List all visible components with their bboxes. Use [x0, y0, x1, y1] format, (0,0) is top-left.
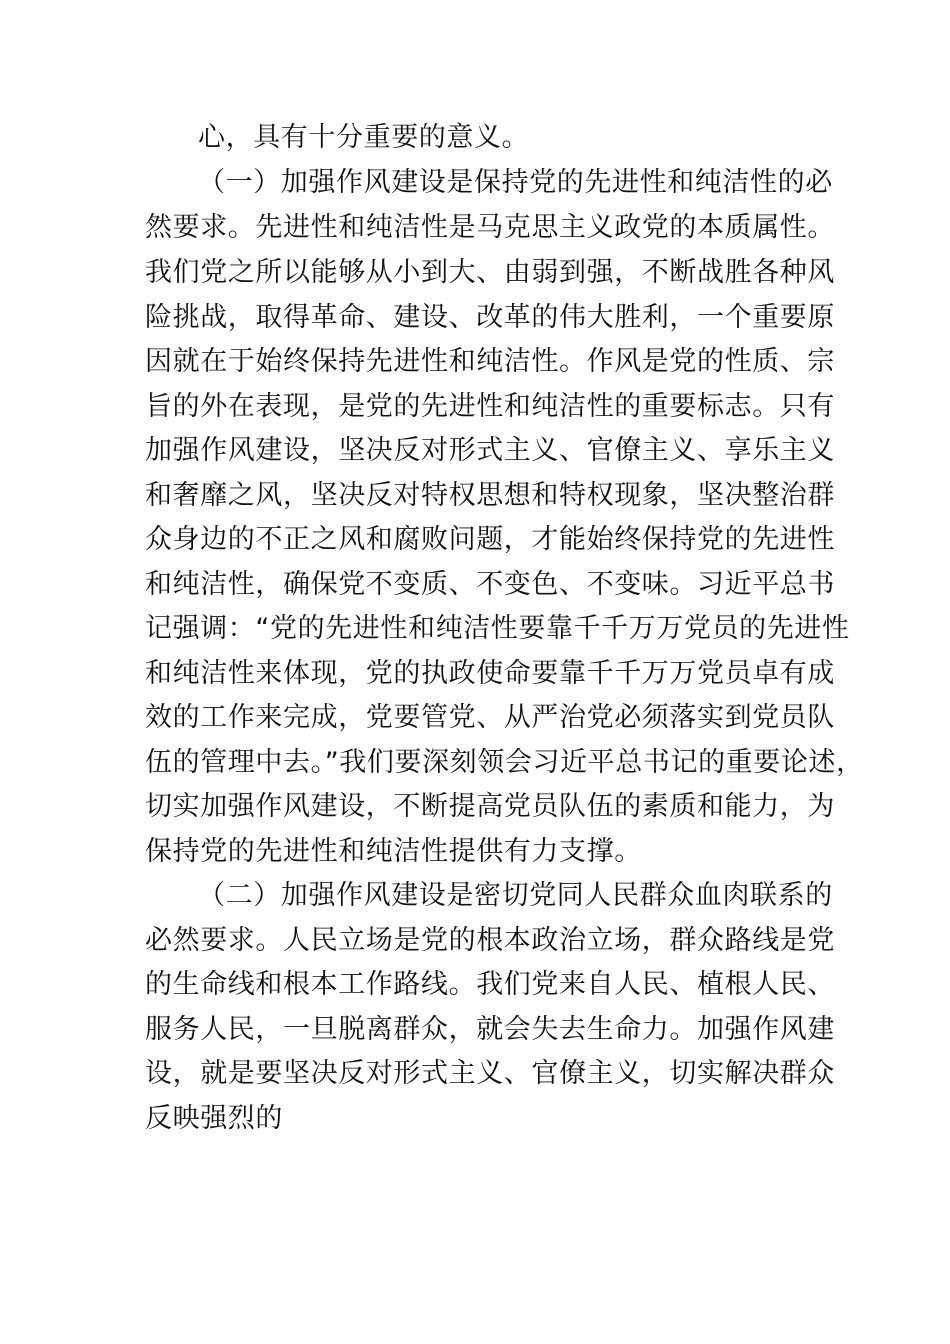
paragraph-line: 设，就是要坚决反对形式主义、官僚主义，切实解决群众 — [145, 1058, 835, 1089]
paragraph-line: 我们党之所以能够从小到大、由弱到强，不断战胜各种风 — [145, 257, 835, 288]
paragraph-line: 反映强烈的 — [145, 1103, 283, 1134]
paragraph-line: 切实加强作风建设，不断提高党员队伍的素质和能力，为 — [145, 791, 835, 822]
paragraph-line: 效的工作来完成，党要管党、从严治党必须落实到党员队 — [145, 702, 835, 733]
paragraph-line: 伍的管理中去。”我们要深刻领会习近平总书记的重要论述， — [145, 747, 864, 778]
paragraph-line: 加强作风建设，坚决反对形式主义、官僚主义、享乐主义 — [145, 435, 835, 466]
paragraph-line: （二）加强作风建设是密切党同人民群众血肉联系的 — [198, 880, 833, 911]
paragraph-line: 服务人民，一旦脱离群众，就会失去生命力。加强作风建 — [145, 1014, 835, 1045]
paragraph-line: 然要求。先进性和纯洁性是马克思主义政党的本质属性。 — [145, 212, 835, 243]
paragraph-line: 和纯洁性来体现，党的执政使命要靠千千万万党员卓有成 — [145, 658, 835, 689]
paragraph-line: 和奢靡之风，坚决反对特权思想和特权现象，坚决整治群 — [145, 480, 835, 511]
paragraph-line: 和纯洁性，确保党不变质、不变色、不变味。习近平总书 — [145, 569, 835, 600]
paragraph-line: 记强调：“党的先进性和纯洁性要靠千千万万党员的先进性 — [145, 613, 850, 644]
paragraph-line: 保持党的先进性和纯洁性提供有力支撑。 — [145, 836, 642, 867]
paragraph-line: 旨的外在表现，是党的先进性和纯洁性的重要标志。只有 — [145, 391, 835, 422]
paragraph-line: 的生命线和根本工作路线。我们党来自人民、植根人民、 — [145, 969, 835, 1000]
paragraph-line: 众身边的不正之风和腐败问题，才能始终保持党的先进性 — [145, 524, 835, 555]
paragraph-line: 险挑战，取得革命、建设、改革的伟大胜利，一个重要原 — [145, 302, 835, 333]
paragraph-line: 因就在于始终保持先进性和纯洁性。作风是党的性质、宗 — [145, 346, 835, 377]
paragraph-line: 心，具有十分重要的意义。 — [198, 122, 530, 153]
paragraph-line: （一）加强作风建设是保持党的先进性和纯洁性的必 — [198, 167, 833, 198]
paragraph-line: 必然要求。人民立场是党的根本政治立场，群众路线是党 — [145, 925, 835, 956]
